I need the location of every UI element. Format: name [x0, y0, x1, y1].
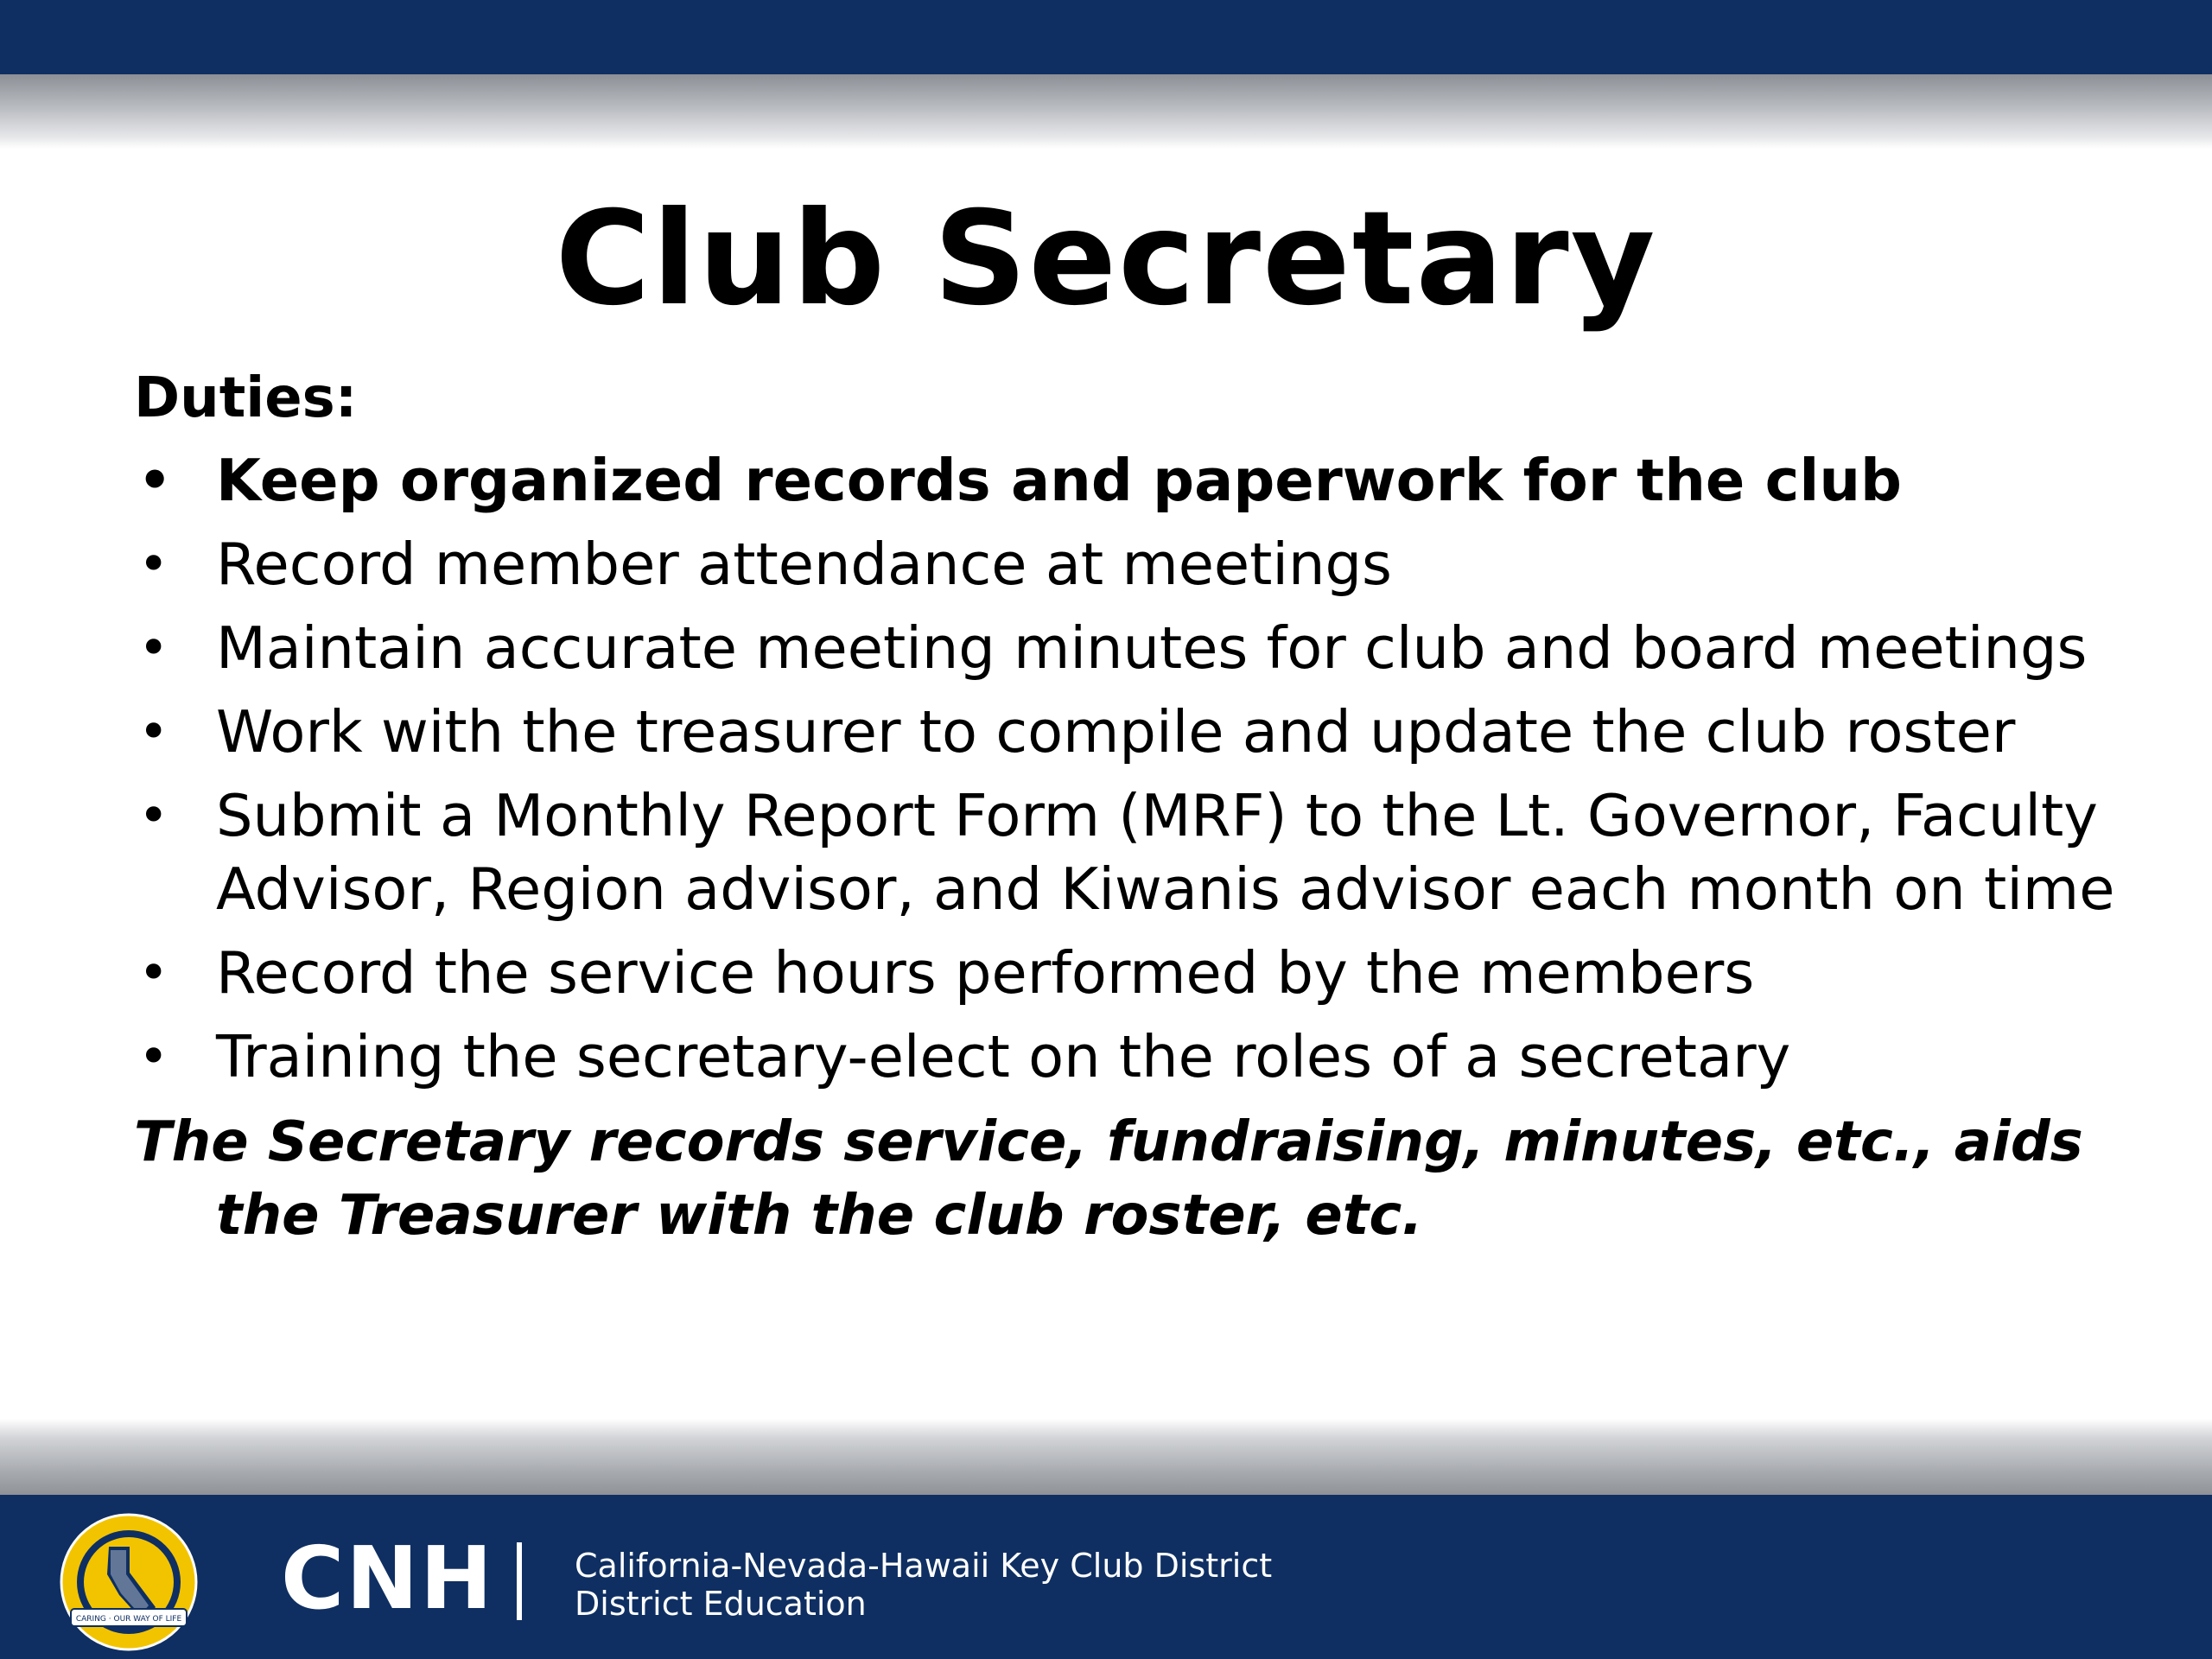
list-item-text: Submit a Monthly Report Form (MRF) to the Lt. Governor, Faculty Advisor, Region advisor, and Kiwanis advisor each month on time: [216, 782, 2115, 923]
top-gray-gradient-band: [0, 74, 2212, 149]
list-item-text: Keep organized records and paperwork for the club: [216, 447, 1903, 514]
logo-banner-text: CARING · OUR WAY OF LIFE: [75, 1615, 182, 1624]
list-item: [134, 528, 2121, 601]
duties-list: [134, 444, 2121, 1094]
duties-heading: Duties:: [134, 366, 358, 430]
bottom-gray-gradient-band: [0, 1419, 2212, 1495]
key-club-logo-icon: [59, 1512, 199, 1652]
list-item: [134, 444, 2121, 518]
footer-bar: [0, 1495, 2212, 1659]
bullet-icon: •: [138, 534, 169, 594]
list-item: [134, 937, 2121, 1010]
list-item-text: Maintain accurate meeting minutes for club and board meetings: [216, 614, 2088, 682]
list-item: [134, 1020, 2121, 1094]
top-navy-bar: [0, 0, 2212, 74]
footer-district-name: California-Nevada-Hawaii Key Club District: [575, 1547, 1273, 1585]
bullet-icon: •: [138, 702, 169, 762]
slide-title: Club Secretary: [555, 184, 1657, 334]
list-item: [134, 696, 2121, 769]
list-item-text: Training the secretary-elect on the roles of a secretary: [216, 1023, 1791, 1090]
list-item-text: Record the service hours performed by the members: [216, 939, 1755, 1007]
list-item-text: Record member attendance at meetings: [216, 531, 1392, 598]
list-item: [134, 612, 2121, 685]
bullet-icon: •: [138, 943, 169, 1003]
footer-divider: [517, 1542, 522, 1620]
list-item: [134, 779, 2121, 926]
list-item-text: Work with the treasurer to compile and update the club roster: [216, 698, 2016, 766]
slide-body: [134, 361, 2121, 1253]
bullet-icon: •: [138, 1027, 169, 1087]
bullet-icon: •: [138, 618, 169, 678]
bullet-icon: •: [138, 450, 172, 511]
cnh-brand: CNH: [281, 1528, 494, 1629]
footer-department: District Education: [575, 1585, 867, 1623]
closing-statement: The Secretary records service, fundraising, minutes, etc., aids the Treasurer with the club roster, etc.: [134, 1110, 2083, 1248]
bullet-icon: •: [138, 785, 169, 846]
